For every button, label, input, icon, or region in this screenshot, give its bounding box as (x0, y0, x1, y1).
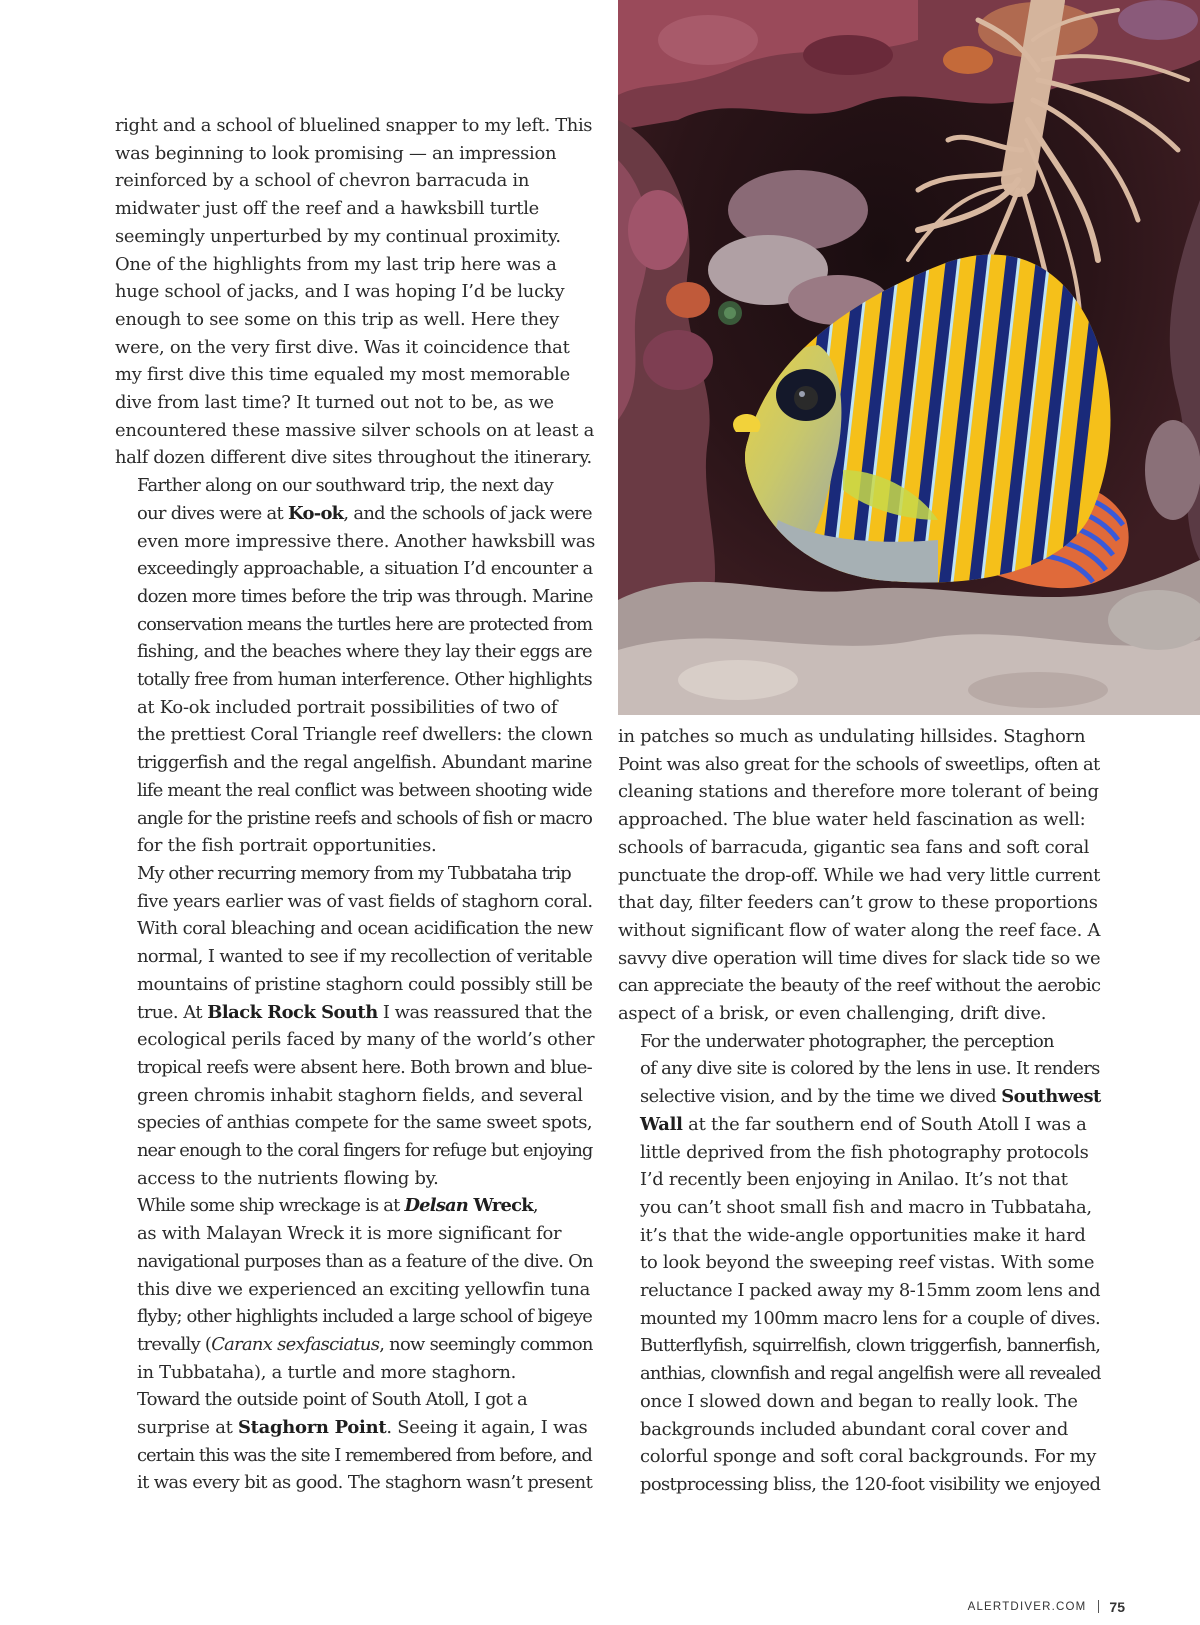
paragraph-black-rock-south: My other recurring memory from my Tubbataha trip five years earlier was of vast fields of staghorn coral. With coral bleaching and ocean acidification the new normal, I wanted to see if my recollection of veritable mountains of pristine staghorn could possibly still be true. At Black Rock South I was reassured that the ecological perils faced by many of the world’s other tropical reefs were absent here. Both brown and blue- green chromis inhabit staghorn fields, and several species of anthias compete for the same sweet spots, near enough to the coral fingers for refuge but enjoying access to the nutrients flowing by. (137, 862, 595, 1189)
angelfish-illustration (618, 0, 1200, 715)
angelfish-eye (794, 386, 818, 410)
paragraph-southwest-wall: For the underwater photographer, the perception of any dive site is colored by the lens in use. It renders selective vision, and by the time we dived Southwest Wall at the far southern end of South Atoll I was a little deprived from the fish photography protocols I’d recently been enjoying in Anilao. It’s not that you can’t shoot small fish and macro in Tubbataha, it’s that the wide-angle opportunities make it hard to look beyond the sweeping reef vistas. With some reluctance I packed away my 8-15mm zoom lens and mounted my 100mm macro lens for a couple of dives. Butterflyfish, squirrelfish, clown triggerfish, bannerfish, anthias, clownfish and regal angelfish were all revealed once I slowed down and began to really look. The backgrounds included abundant coral cover and colorful sponge and soft coral backgrounds. For my postprocessing bliss, the 120-foot visibility we enjoyed (640, 1030, 1101, 1495)
site-name-wall: Wall (640, 1113, 683, 1135)
page-number: 75 (1109, 1598, 1125, 1615)
page-footer (900, 1598, 1125, 1618)
site-name-staghorn-point: Staghorn Point (237, 1417, 387, 1439)
paragraph-jacks: right and a school of bluelined snapper to my left. This was beginning to look promising — an impression reinforced by a school of chevron barracuda in midwater just off the reef and a hawksbill turtle seemingly unperturbed by my continual proximity. One of the highlights from my last trip here was a huge school of jacks, and I was hoping I’d be lucky enough to see some on this trip as well. Here they were, on the very first dive. Was it coincidence that my first dive this time equaled my most memorable dive from last time? It turned out not to be, as we encountered these massive silver schools on at least a half dozen different dive sites throughout the itinerary. (115, 115, 594, 469)
site-name-ko-ok: Ko-ok (288, 502, 344, 524)
species-name: Caranx sexfasciatus (211, 1333, 380, 1355)
site-name-southwest: Southwest (1001, 1086, 1101, 1108)
left-column (115, 112, 595, 1497)
paragraph-staghorn-continued: in patches so much as undulating hillsides. Staghorn Point was also great for the schools of sweetlips, often at cleaning stations and therefore more tolerant of being approached. The blue water held fascination as well: schools of barracuda, gigantic sea fans and soft coral punctuate the drop-off. While we had very little current that day, filter feeders can’t grow to these proportions without significant flow of water along the reef face. A savvy dive operation will time dives for slack tide so we can appreciate the beauty of the reef without the aerobic aspect of a brisk, or even challenging, drift dive. (618, 726, 1101, 1025)
paragraph-ko-ok: Farther along on our southward trip, the next day our dives were at Ko-ok, and the schools of jack were even more impressive there. Another hawksbill was exceedingly approachable, a situation I’d encounter a dozen more times before the trip was through. Marine conservation means the turtles here are protected from fishing, and the beaches where they lay their eggs are totally free from human interference. Other highlights at Ko-ok included portrait possibilities of two of the prettiest Coral Triangle reef dwellers: the clown triggerfish and the regal angelfish. Abundant marine life meant the real conflict was between shooting wide angle for the pristine reefs and schools of fish or macro for the fish portrait opportunities. (137, 475, 596, 857)
footer-site-name: ALERTDIVER.COM (967, 1600, 1087, 1613)
site-name-black-rock-south: Black Rock South (207, 1001, 378, 1023)
site-name-delsan-wreck: Delsan Wreck (404, 1195, 533, 1217)
footer-divider (1098, 1600, 1099, 1613)
paragraph-staghorn-point: Toward the outside point of South Atoll, I got a surprise at Staghorn Point. Seeing it again, I was certain this was the site I remembered from before, and it was every bit as good. The staghorn wasn’t present (137, 1389, 593, 1494)
right-column (618, 723, 1103, 1499)
regal-angelfish-photo (618, 0, 1200, 715)
paragraph-delsan-wreck: While some ship wreckage is at Delsan Wreck, as with Malayan Wreck it is more significant for navigational purposes than as a feature of the dive. On this dive we experienced an exciting yellowfin tuna flyby; other highlights included a large school of bigeye trevally (Caranx sexfasciatus, now seemingly common in Tubbataha), a turtle and more staghorn. (137, 1195, 593, 1383)
